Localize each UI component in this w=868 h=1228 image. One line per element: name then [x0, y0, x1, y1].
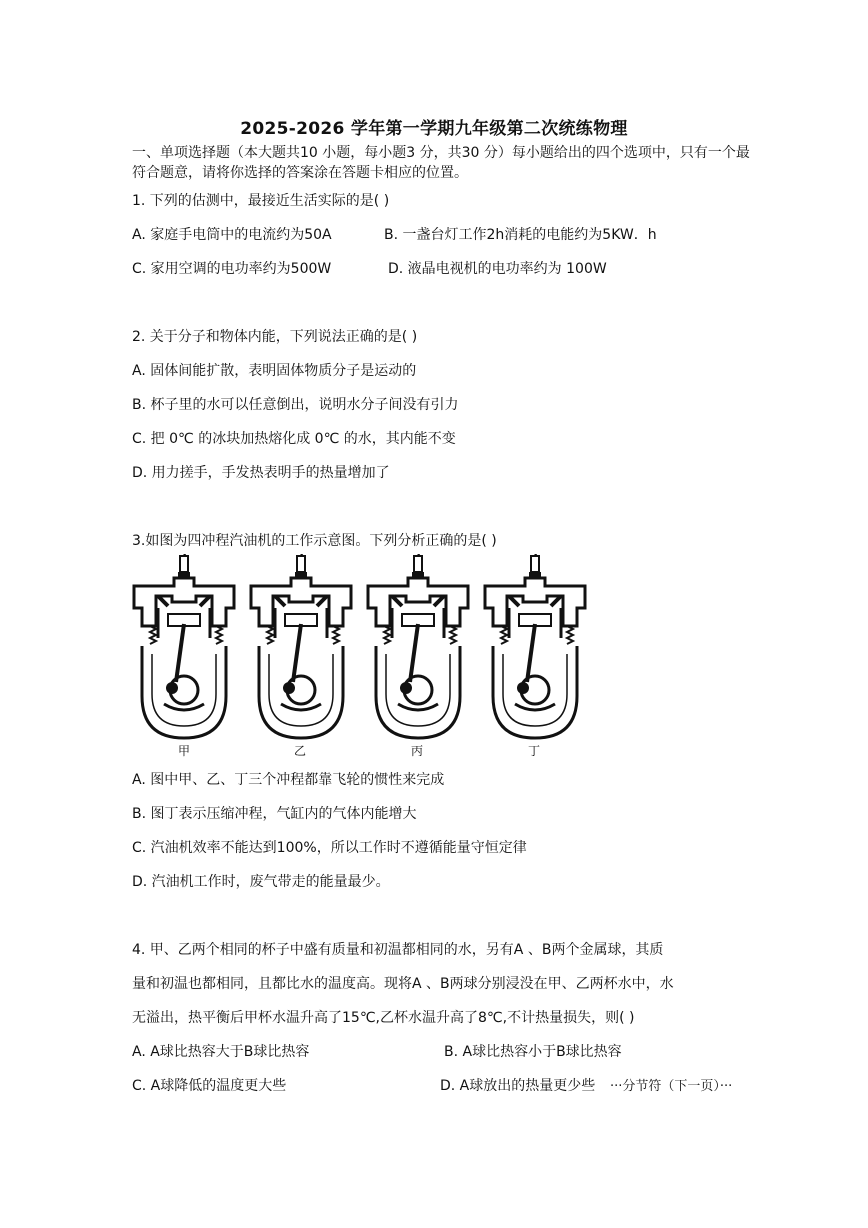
section-instructions-line1: 一、单项选择题（本大题共10 小题，每小题3 分，共30 分）每小题给出的四个选项中，只有一个最	[132, 145, 750, 161]
q3-figure-label-yi: 乙	[294, 744, 307, 758]
q3-figure-label-ding: 丁	[528, 744, 541, 758]
page-title: 2025-2026 学年第一学期九年级第二次统练物理	[240, 119, 628, 139]
q4-option-c: C. A球降低的温度更大些	[132, 1078, 287, 1094]
q1-stem: 1. 下列的估测中，最接近生活实际的是( )	[132, 193, 390, 209]
q3-option-c: C. 汽油机效率不能达到100%，所以工作时不遵循能量守恒定律	[132, 840, 527, 856]
q1-option-b: B. 一盏台灯工作2h消耗的电能约为5KW．h	[384, 227, 657, 243]
q2-option-d: D. 用力搓手，手发热表明手的热量增加了	[132, 465, 390, 481]
q3-figure-label-jia: 甲	[178, 744, 191, 758]
q2-option-c: C. 把 0℃ 的冰块加热熔化成 0℃ 的水，其内能不变	[132, 431, 456, 447]
q4-option-b: B. A球比热容小于B球比热容	[444, 1044, 622, 1060]
q3-stem: 3.如图为四冲程汽油机的工作示意图。下列分析正确的是( )	[132, 533, 497, 549]
q1-option-a: A. 家庭手电筒中的电流约为50A	[132, 227, 332, 243]
section-instructions-line2: 符合题意，请将你选择的答案涂在答题卡相应的位置。	[132, 165, 468, 181]
q3-figure-label-bing: 丙	[411, 744, 424, 758]
q3-option-a: A. 图中甲、乙、丁三个冲程都靠飞轮的惯性来完成	[132, 772, 445, 788]
q4-stem-line1: 4. 甲、乙两个相同的杯子中盛有质量和初温都相同的水，另有A 、B两个金属球，其质	[132, 942, 664, 958]
q2-option-a: A. 固体间能扩散，表明固体物质分子是运动的	[132, 363, 417, 379]
q1-option-c: C. 家用空调的电功率约为500W	[132, 261, 332, 277]
q4-option-d: D. A球放出的热量更少些	[440, 1078, 596, 1094]
q3-option-b: B. 图丁表示压缩冲程，气缸内的气体内能增大	[132, 806, 417, 822]
q2-stem: 2. 关于分子和物体内能，下列说法正确的是( )	[132, 329, 418, 345]
q2-option-b: B. 杯子里的水可以任意倒出，说明水分子间没有引力	[132, 397, 459, 413]
section-break-marker: ···分节符（下一页）···	[610, 1079, 733, 1094]
q3-option-d: D. 汽油机工作时，废气带走的能量最少。	[132, 874, 390, 890]
q4-stem-line3: 无溢出，热平衡后甲杯水温升高了15℃,乙杯水温升高了8℃,不计热量损失，则( )	[132, 1010, 635, 1026]
q1-option-d: D. 液晶电视机的电功率约为 100W	[388, 261, 607, 277]
q4-option-a: A. A球比热容大于B球比热容	[132, 1044, 310, 1060]
engine-strokes-figure	[128, 554, 748, 754]
q4-stem-line2: 量和初温也都相同，且都比水的温度高。现将A 、B两球分别浸没在甲、乙两杯水中，水	[132, 976, 674, 992]
